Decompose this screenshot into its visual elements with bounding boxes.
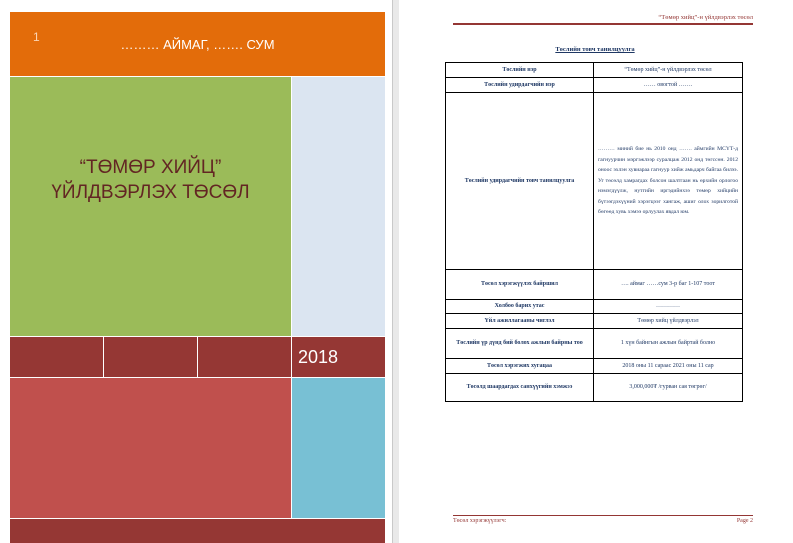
cover-year: 2018: [292, 337, 385, 377]
table-row: [446, 93, 743, 270]
row-value: 3,000,000₮ /гурван сая төгрөг/: [594, 374, 743, 402]
cover-red-block: [10, 378, 291, 518]
table-row: [446, 300, 743, 314]
table-row: [446, 329, 743, 359]
summary-page: [399, 0, 793, 543]
cover-side-block: [292, 77, 385, 336]
paragraph-marker: 1: [33, 30, 40, 44]
cover-bottom-band: [10, 519, 385, 543]
row-label: Төсөлд шаардагдах санхүүгийн хэмжээ: [446, 374, 594, 402]
summary-table: [445, 62, 743, 402]
header-rule: [453, 23, 753, 25]
row-value: …… овогтой …….: [594, 78, 743, 93]
cover-blue-block: [292, 378, 385, 518]
table-row: [446, 359, 743, 374]
cover-title-line2: ҮЙЛДВЭРЛЭХ ТӨСӨЛ: [51, 181, 250, 203]
row-label: Төсөл хэрэгжүүлэх байршил: [446, 270, 594, 300]
row-value: Төмөр хийц үйлдвэрлэл: [594, 314, 743, 329]
row-label: Үйл ажиллагааны чиглэл: [446, 314, 594, 329]
cover-header-block: [10, 12, 385, 76]
row-value: 1 хүн байнгын ажлын байртай болно: [594, 329, 743, 359]
footer-left-text: Төсөл хэрэгжүүлэгч:: [453, 518, 507, 524]
cover-page: [0, 0, 393, 543]
row-label: Төслийн удирдагчийн нэр: [446, 78, 594, 93]
page-number: Page 2: [736, 518, 753, 524]
table-row: [446, 374, 743, 402]
row-label: Төслийн нэр: [446, 63, 594, 78]
cover-title-line1: “ТӨМӨР ХИЙЦ”: [79, 156, 222, 178]
footer-rule: [453, 515, 753, 516]
row-label: Төслийн үр дүнд бий болох ажлын байрны тоо: [446, 329, 594, 359]
page-title: Төслийн товч танилцуулга: [555, 46, 635, 53]
row-value: “Төмөр хийц”-н үйлдвэрлэх төсөл: [594, 63, 743, 78]
table-row: [446, 78, 743, 93]
cover-row-cell: [10, 337, 104, 377]
cover-year-row: [10, 337, 385, 377]
row-value: …………: [594, 300, 743, 314]
cover-title-block: [10, 77, 291, 336]
table-row: [446, 270, 743, 300]
table-row: [446, 63, 743, 78]
table-row: [446, 314, 743, 329]
row-label: Төсөл хэрэгжих хугацаа: [446, 359, 594, 374]
cover-row-cell: [198, 337, 292, 377]
cover-header-text: ……… АЙМАГ, ……. СУМ: [120, 36, 275, 52]
row-label: Төслийн удирдагчийн товч танилцуулга: [446, 93, 594, 270]
row-value: …. аймаг ……сум 3-р баг 1-107 тоот: [594, 270, 743, 300]
page-header: “Төмөр хийц”-н үйлдвэрлэх төсөл: [658, 14, 753, 21]
cover-row-cell: [104, 337, 198, 377]
row-label: Холбоо барих утас: [446, 300, 594, 314]
row-value: ……… миний бие нь 2010 онд ……. аймгийн МСҮТ-д гагнуурчин мэргэжлээр суралцаж 2012 онд төгссөн. 2012 оноос эхлэн хувиараа гагнуур хийж амьдарч байгаа билээ. Уг төсөлд хамрагдах болсон шалтгаан нь өрхийн орлогоо нэмэгдүүлж, нутгийн иргэдийнхээ төмөр хийцийн бүтээгдэхүүний хэрэгцээг хангаж, ашиг олох зорилготой бөгөөд хувь хэмээ орлуулах явдал юм.: [594, 93, 743, 270]
row-value: 2018 оны 11 сараас 2021 оны 11 сар: [594, 359, 743, 374]
